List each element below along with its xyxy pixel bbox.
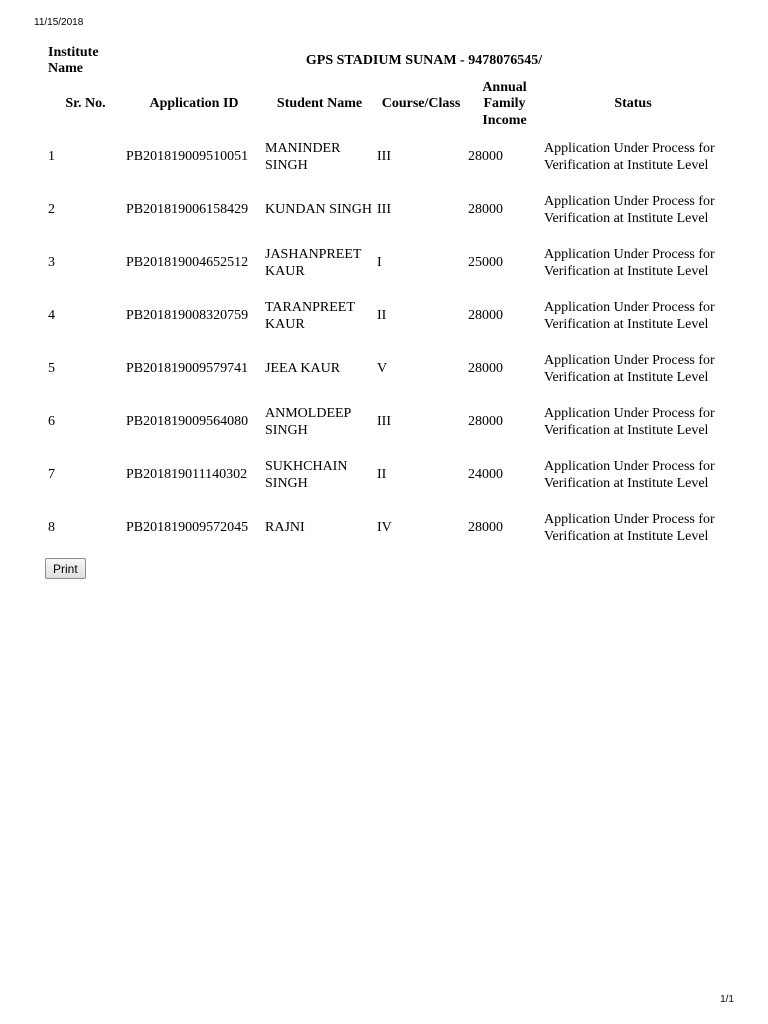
cell-course-class: II — [377, 467, 387, 483]
cell-application-id: PB201819011140302 — [126, 467, 248, 483]
cell-annual-family-income: 24000 — [468, 467, 503, 483]
cell-application-id: PB201819009564080 — [126, 414, 249, 430]
cell-student-name: TARANPREET KAUR — [265, 300, 355, 332]
cell-course-class: IV — [377, 520, 392, 536]
cell-course-class: III — [377, 414, 391, 430]
print-button[interactable]: Print — [45, 558, 86, 579]
cell-application-id: PB201819008320759 — [126, 308, 249, 324]
cell-course-class: V — [377, 361, 388, 377]
cell-annual-family-income: 25000 — [468, 255, 503, 271]
cell-sr-no: 7 — [48, 467, 55, 483]
table-row — [45, 184, 722, 237]
applications-table — [45, 44, 722, 555]
cell-student-name: SUKHCHAIN SINGH — [265, 459, 348, 491]
institute-label: Institute Name — [48, 44, 99, 76]
cell-status: Application Under Process for Verification at Institute Level — [544, 459, 715, 491]
cell-status: Application Under Process for Verification at Institute Level — [544, 194, 715, 226]
cell-sr-no: 2 — [48, 202, 55, 218]
cell-annual-family-income: 28000 — [468, 520, 503, 536]
cell-annual-family-income: 28000 — [468, 202, 503, 218]
column-header-student-name: Student Name — [276, 96, 363, 112]
cell-sr-no: 4 — [48, 308, 55, 324]
cell-application-id: PB201819004652512 — [126, 255, 249, 271]
column-header-application-id: Application ID — [149, 96, 239, 112]
cell-annual-family-income: 28000 — [468, 414, 503, 430]
cell-status: Application Under Process for Verification at Institute Level — [544, 406, 715, 438]
table-row — [45, 449, 722, 502]
cell-annual-family-income: 28000 — [468, 308, 503, 324]
cell-status: Application Under Process for Verification at Institute Level — [544, 141, 715, 173]
cell-student-name: MANINDER SINGH — [265, 141, 341, 173]
cell-application-id: PB201819009572045 — [126, 520, 249, 536]
cell-status: Application Under Process for Verification at Institute Level — [544, 353, 715, 385]
cell-application-id: PB201819006158429 — [126, 202, 249, 218]
cell-sr-no: 1 — [48, 149, 55, 165]
cell-course-class: III — [377, 149, 391, 165]
cell-student-name: ANMOLDEEP SINGH — [265, 406, 351, 438]
cell-sr-no: 6 — [48, 414, 55, 430]
column-header-status: Status — [614, 96, 652, 112]
cell-student-name: JASHANPREET KAUR — [265, 247, 362, 279]
cell-status: Application Under Process for Verification at Institute Level — [544, 247, 715, 279]
column-header-sr-no: Sr. No. — [65, 96, 106, 112]
cell-status: Application Under Process for Verification at Institute Level — [544, 512, 715, 544]
cell-student-name: JEEA KAUR — [265, 361, 341, 377]
cell-student-name: RAJNI — [265, 520, 305, 536]
cell-application-id: PB201819009510051 — [126, 149, 249, 165]
cell-course-class: III — [377, 202, 391, 218]
cell-status: Application Under Process for Verification at Institute Level — [544, 300, 715, 332]
table-row — [45, 343, 722, 396]
cell-course-class: II — [377, 308, 387, 324]
institute-row — [45, 44, 722, 78]
table-header-row — [45, 78, 722, 131]
cell-sr-no: 3 — [48, 255, 55, 271]
cell-sr-no: 5 — [48, 361, 55, 377]
table-row — [45, 237, 722, 290]
table-row — [45, 502, 722, 555]
column-header-annual-family-income: Annual Family Income — [482, 79, 527, 128]
cell-application-id: PB201819009579741 — [126, 361, 249, 377]
column-header-course-class: Course/Class — [381, 96, 461, 112]
table-row — [45, 290, 722, 343]
table-row — [45, 396, 722, 449]
cell-annual-family-income: 28000 — [468, 361, 503, 377]
cell-sr-no: 8 — [48, 520, 55, 536]
page-number: 1/1 — [720, 994, 734, 1005]
cell-annual-family-income: 28000 — [468, 149, 503, 165]
table-body — [45, 131, 722, 555]
cell-course-class: I — [377, 255, 382, 271]
institute-name: GPS STADIUM SUNAM - 9478076545/ — [305, 52, 543, 68]
table-row — [45, 131, 722, 184]
print-date: 11/15/2018 — [34, 17, 84, 28]
cell-student-name: KUNDAN SINGH — [265, 202, 372, 218]
